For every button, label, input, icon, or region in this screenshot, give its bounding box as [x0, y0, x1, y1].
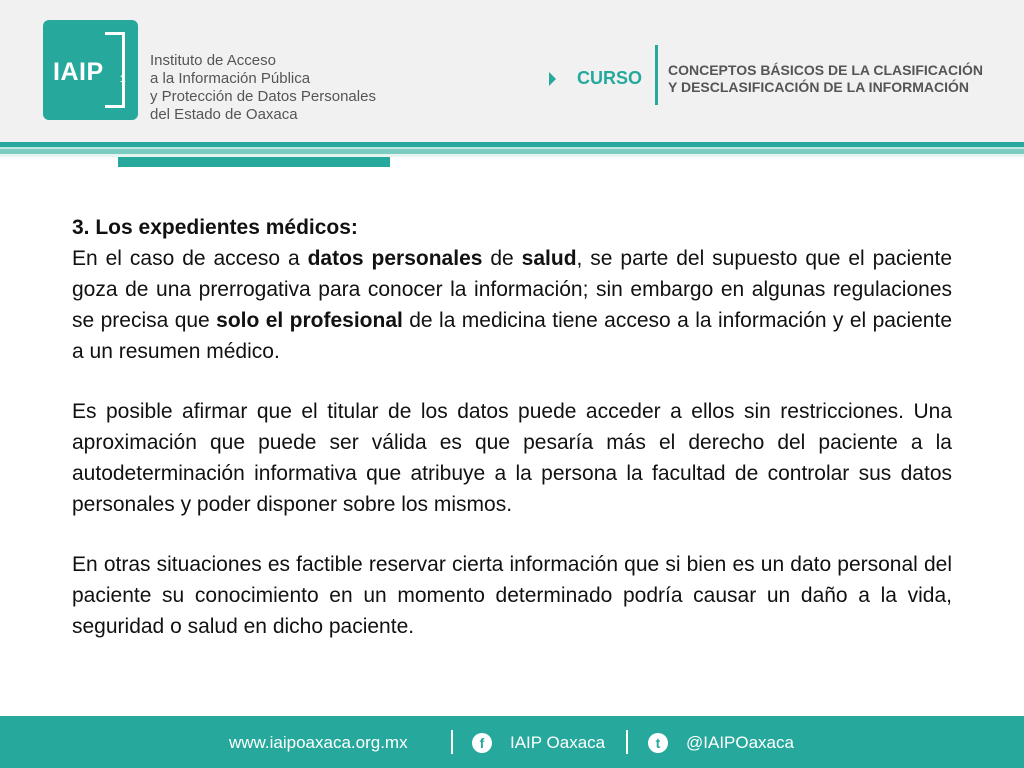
course-label: CURSO — [577, 68, 643, 88]
footer — [0, 716, 1024, 768]
institution-line: y Protección de Datos Personales — [150, 88, 376, 105]
twitter-handle[interactable]: @IAIPOaxaca — [686, 733, 794, 752]
logo-text: IAIP — [53, 58, 104, 86]
institution-name — [150, 52, 376, 124]
institution-line: del Estado de Oaxaca — [150, 106, 298, 123]
paragraph-3: En otras situaciones es factible reservar cierta información que si bien es un dato personal del paciente su conocimiento en un momento determinado podría causar un daño a la vida, seguridad o salud en dicho paciente. — [72, 553, 952, 638]
slide-content — [72, 212, 952, 642]
decorative-accent-bar — [118, 157, 390, 167]
chevron-right-icon — [549, 72, 556, 86]
twitter-icon: t — [648, 733, 668, 753]
course-title-line: Y DESCLASIFICACIÓN DE LA INFORMACIÓN — [668, 79, 970, 95]
facebook-icon: f — [472, 733, 492, 753]
section-heading: 3. Los expedientes médicos: — [72, 216, 358, 239]
course-title-line: CONCEPTOS BÁSICOS DE LA CLASIFICACIÓN — [668, 62, 984, 78]
header — [0, 0, 1024, 142]
institution-line: a la Información Pública — [150, 70, 311, 87]
paragraph-gap — [72, 520, 952, 549]
text-run: , se parte del supuesto que el paciente goza de una prerrogativa para conocer la información; sin embargo en algunas regulaciones se precisa que — [72, 247, 952, 332]
website-link[interactable]: www.iaipoaxaca.org.mx — [229, 733, 408, 752]
logo-frame — [105, 32, 125, 108]
bold-text: datos personales — [307, 247, 483, 270]
footer-divider — [626, 730, 628, 754]
institution-line: Instituto de Acceso — [150, 52, 276, 69]
paragraph-2: Es posible afirmar que el titular de los datos puede acceder a ellos sin restricciones. Una aproximación que puede ser válida es que pesaría más el derecho del paciente a la autodeterminación informativa que atribuye a la persona la facultad de controlar sus datos personales y poder disponer sobre los mismos. — [72, 400, 952, 516]
logo — [43, 20, 138, 120]
paragraph-gap — [72, 367, 952, 396]
text-run: de — [482, 247, 522, 270]
footer-divider — [451, 730, 453, 754]
text-run: En el caso de acceso a — [72, 247, 308, 270]
bold-text: solo el profesional — [216, 309, 403, 332]
bold-text: salud — [521, 247, 577, 270]
facebook-handle[interactable]: IAIP Oaxaca — [510, 733, 606, 752]
paragraph-1 — [72, 243, 952, 367]
logo-mark: 1 — [120, 74, 126, 85]
text-run: de la medicina tiene acceso a la información y el paciente a un resumen médico. — [72, 309, 952, 363]
course-title — [668, 62, 983, 96]
header-divider — [655, 45, 658, 105]
